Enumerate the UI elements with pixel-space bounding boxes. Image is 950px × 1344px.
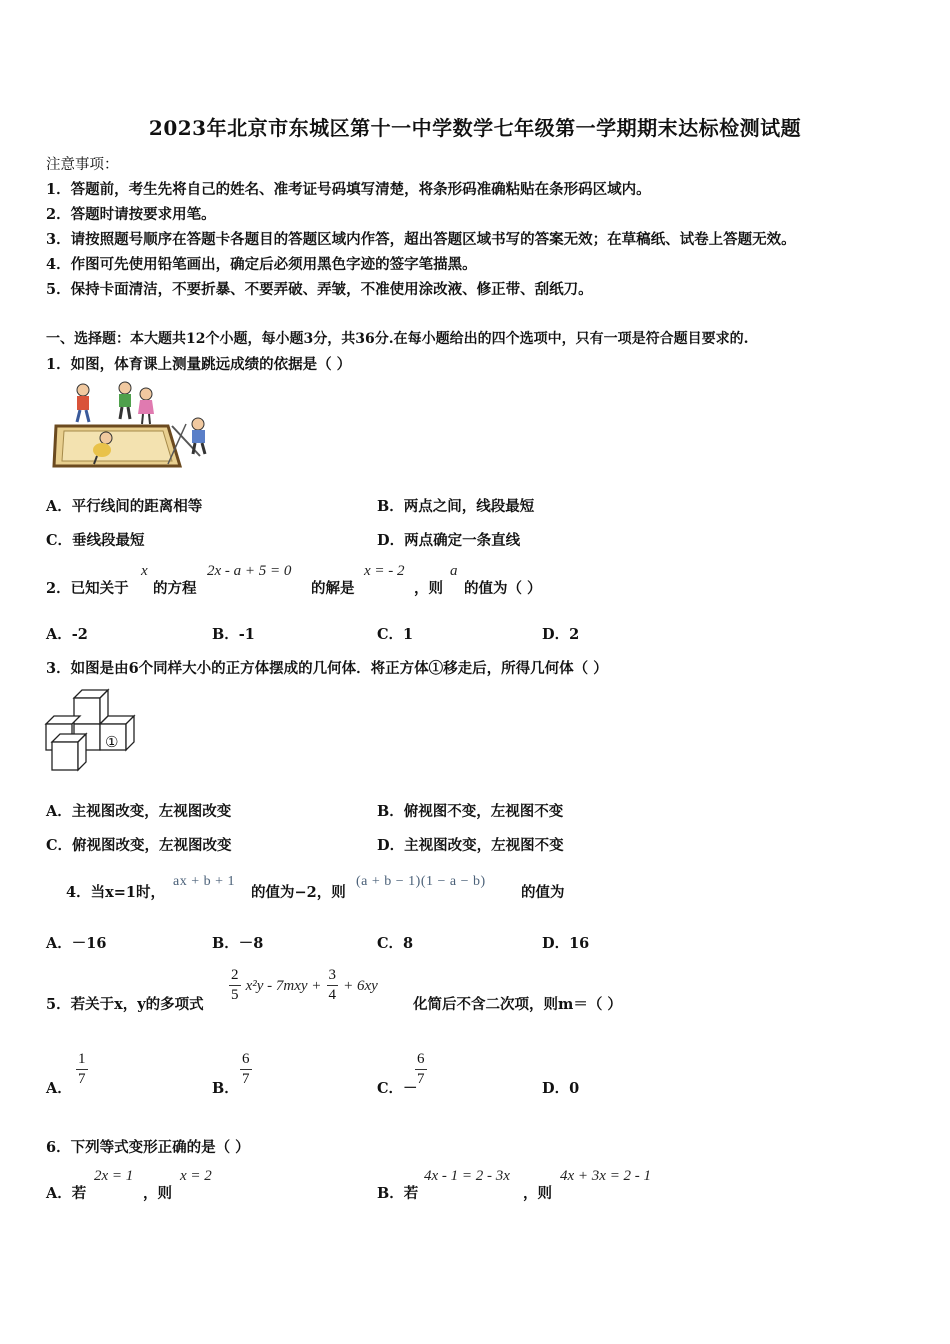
numerator: 2 bbox=[231, 967, 239, 983]
option-b-value bbox=[240, 1052, 252, 1087]
numerator: 6 bbox=[242, 1051, 250, 1067]
option-c: C．1 bbox=[377, 626, 414, 643]
question-6-stem: 6．下列等式变形正确的是（ ） bbox=[46, 1139, 250, 1156]
denominator: 7 bbox=[417, 1071, 425, 1087]
notice-item: 1．答题前，考生先将自己的姓名、准考证号码填写清楚，将条形码准确粘贴在条形码区域内。 bbox=[46, 181, 651, 198]
section-heading: 一、选择题：本大题共12个小题，每小题3分，共36分.在每小题给出的四个选项中，只有一项是符合题目要求的. bbox=[46, 331, 749, 347]
question-4-text: 4．当x=1时， bbox=[66, 884, 165, 901]
question-2-text: 的值为（ ） bbox=[464, 580, 542, 597]
math-var-x: x bbox=[141, 563, 148, 579]
option-b: B．俯视图不变，左视图不变 bbox=[377, 803, 564, 820]
option-d: D．2 bbox=[542, 626, 580, 643]
equation: x = 2 bbox=[180, 1168, 212, 1184]
denominator: 7 bbox=[78, 1071, 86, 1087]
equation: 2x - a + 5 = 0 bbox=[207, 563, 292, 579]
polynomial-terms: + 6xy bbox=[343, 978, 378, 994]
question-2-text: 的解是 bbox=[311, 580, 355, 597]
question-2-text: 的方程 bbox=[153, 580, 197, 597]
option-d: D．主视图改变，左视图不变 bbox=[377, 837, 564, 854]
denominator: 7 bbox=[242, 1071, 250, 1087]
equation: 4x - 1 = 2 - 3x bbox=[424, 1168, 510, 1184]
polynomial-terms: x²y - 7mxy + bbox=[245, 978, 322, 994]
option-a: A． bbox=[46, 1080, 72, 1097]
option-a-value bbox=[76, 1052, 88, 1087]
option-c: C．8 bbox=[377, 935, 414, 952]
option-a: A．-2 bbox=[46, 626, 88, 643]
option-b: B．两点之间，线段最短 bbox=[377, 498, 535, 515]
option-d: D．两点确定一条直线 bbox=[377, 532, 521, 549]
denominator: 5 bbox=[231, 987, 239, 1003]
option-a: A．主视图改变，左视图改变 bbox=[46, 803, 232, 820]
equation: 4x + 3x = 2 - 1 bbox=[560, 1168, 652, 1184]
notice-item: 4．作图可先使用铅笔画出，确定后必须用黑色字迹的签字笔描黑。 bbox=[46, 256, 477, 273]
option-b: B．-1 bbox=[212, 626, 255, 643]
cube-label: ① bbox=[105, 733, 119, 751]
expression: (a + b − 1)(1 − a − b) bbox=[356, 874, 486, 889]
option-b: B．－8 bbox=[212, 935, 264, 952]
option-a: A．平行线间的距离相等 bbox=[46, 498, 203, 515]
polynomial bbox=[229, 968, 378, 1003]
option-a: A．－16 bbox=[46, 935, 107, 952]
fraction bbox=[327, 968, 339, 1003]
notice-heading: 注意事项： bbox=[46, 157, 119, 173]
question-4-text: 的值为 bbox=[521, 884, 565, 901]
option-b: ，则 bbox=[523, 1185, 552, 1202]
question-5-text: 化简后不含二次项，则m＝（ ） bbox=[413, 996, 622, 1013]
question-2-text: ，则 bbox=[414, 580, 443, 597]
question-5-text: 5．若关于x，y的多项式 bbox=[46, 996, 204, 1013]
page-title: 2023年北京市东城区第十一中学数学七年级第一学期期末达标检测试题 bbox=[148, 116, 802, 140]
option-d: D．0 bbox=[542, 1080, 580, 1097]
expression: ax + b + 1 bbox=[173, 874, 236, 889]
question-4-text: 的值为−2，则 bbox=[251, 884, 346, 901]
question-1-stem: 1．如图，体育课上测量跳远成绩的依据是（ ） bbox=[46, 356, 352, 373]
option-a: A．若 bbox=[46, 1185, 87, 1202]
cube-figure bbox=[44, 686, 144, 786]
question-2-text: 2．已知关于 bbox=[46, 580, 129, 597]
notice-item: 3．请按照题号顺序在答题卡各题目的答题区域内作答，超出答题区域书写的答案无效；在草稿纸、试卷上答题无效。 bbox=[46, 231, 796, 248]
option-c-value bbox=[415, 1052, 427, 1087]
fraction bbox=[229, 968, 241, 1003]
long-jump-illustration bbox=[50, 378, 220, 470]
notice-item: 2．答题时请按要求用笔。 bbox=[46, 206, 216, 223]
solution: x = - 2 bbox=[364, 563, 405, 579]
option-d: D．16 bbox=[542, 935, 590, 952]
numerator: 6 bbox=[417, 1051, 425, 1067]
option-b: B．若 bbox=[377, 1185, 419, 1202]
denominator: 4 bbox=[328, 987, 337, 1003]
equation: 2x = 1 bbox=[94, 1168, 134, 1184]
numerator: 1 bbox=[78, 1051, 86, 1067]
option-c: C．－ bbox=[377, 1080, 418, 1097]
question-3-stem: 3．如图是由6个同样大小的正方体摆成的几何体．将正方体①移走后，所得几何体（ ） bbox=[46, 660, 608, 677]
option-a: ，则 bbox=[143, 1185, 172, 1202]
math-var-a: a bbox=[450, 563, 458, 579]
numerator: 3 bbox=[328, 967, 337, 983]
option-c: C．俯视图改变，左视图改变 bbox=[46, 837, 232, 854]
notice-item: 5．保持卡面清洁，不要折暴、不要弄破、弄皱，不准使用涂改液、修正带、刮纸刀。 bbox=[46, 281, 593, 298]
option-c: C．垂线段最短 bbox=[46, 532, 145, 549]
option-b: B． bbox=[212, 1080, 239, 1097]
